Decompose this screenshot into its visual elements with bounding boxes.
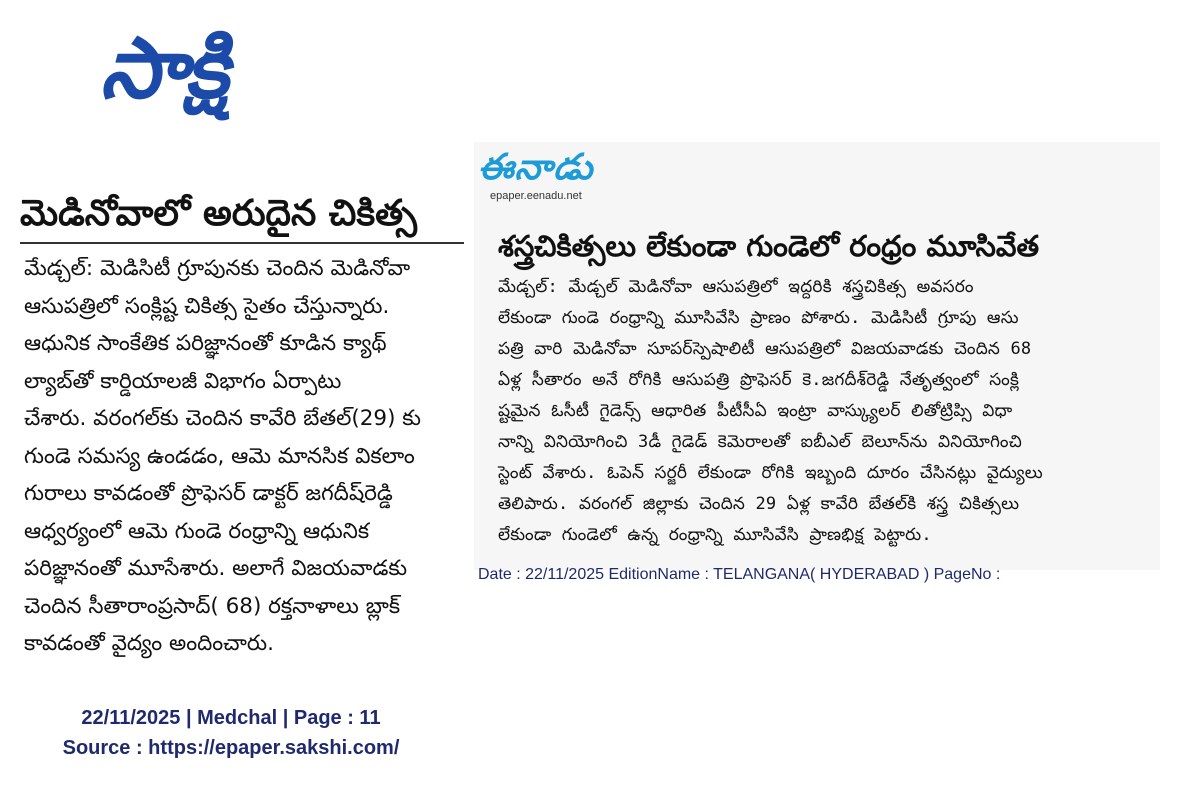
sakshi-headline: మెడినోవాలో అరుదైన చికిత్స: [20, 188, 464, 244]
article-line: లేకుండా గుండెలో ఉన్న రంధ్రాన్ని మూసివేసి ప్రాణభిక్ష పెట్టారు.: [498, 525, 932, 545]
article-line: ఏళ్ల సీతారం అనే రోగికి ఆసుపత్రి ప్రొఫెసర్ కె.జగదీశ్‌రెడ్డి నేతృత్వంలో సంక్లి: [498, 370, 1020, 390]
article-line: తెలిపారు. వరంగల్ జిల్లాకు చెందిన 29 ఏళ్ల కావేరి బేతల్‌కి శస్త్ర చికిత్సలు: [498, 494, 1020, 514]
article-line: మేడ్చల్: మెడిసిటీ గ్రూపునకు చెందిన మెడినోవా: [24, 256, 411, 281]
article-line: పత్రి వారి మెడినోవా సూపర్‌స్పెషాలిటీ ఆసుపత్రిలో విజయవాడకు చెందిన 68: [498, 339, 1032, 359]
eenadu-logo-url: epaper.eenadu.net: [490, 190, 582, 202]
article-line: ఆధునిక సాంకేతిక పరిజ్ఞానంతో కూడిన క్యాథ్: [24, 331, 387, 356]
article-line: మేడ్చల్: మేడ్చల్ మెడినోవా ఆసుపత్రిలో ఇద్దరికి శస్త్రచికిత్స అవసరం: [498, 277, 974, 297]
article-line: ఆసుపత్రిలో సంక్లిష్ట చికిత్స సైతం చేస్తున్నారు.: [24, 293, 390, 319]
article-line: స్టెంట్ వేశారు. ఓపెన్ సర్జరీ లేకుండా రోగికి ఇబ్బంది దూరం చేసినట్లు వైద్యులు: [498, 463, 1043, 483]
article-line: ష్టమైన ఓసీటీ గైడెన్స్ ఆధారిత పీటీసీఏ ఇంట్రా వాస్క్యులర్ లితోట్రిప్సి విధా: [498, 401, 1013, 421]
article-line: చెందిన సీతారాంప్రసాద్( 68) రక్తనాళాలు బ్లాక్: [24, 593, 401, 619]
article-line: నాన్ని వినియోగించి 3డీ గైడెడ్ కెమెరాలతో ఐబీఎల్ బెలూన్‌ను వినియోగించి: [498, 432, 1022, 452]
sakshi-article-body: [14, 250, 464, 663]
sakshi-article: [14, 188, 464, 663]
article-line: గుండె సమస్య ఉండడం, ఆమె మానసిక వికలాం: [24, 443, 415, 469]
eenadu-logo-mark: ఈనాడు: [478, 147, 594, 188]
eenadu-headline: శస్త్రచికిత్సలు లేకుండా గుండెలో రంధ్రం మూసివేత: [498, 229, 1040, 263]
article-line: ఆధ్వర్యంలో ఆమె గుండె రంధ్రాన్ని ఆధునిక: [24, 518, 370, 544]
sakshi-logo: సాక్షి: [100, 19, 227, 117]
article-line: లేకుండా గుండె రంధ్రాన్ని మూసివేసి ప్రాణం పోశారు. మెడిసిటీ గ్రూపు ఆసు: [498, 308, 1019, 328]
article-line: గురాలు కావడంతో ప్రొఫెసర్ డాక్టర్ జగదీష్‌రెడ్డి: [24, 481, 393, 506]
eenadu-dateline: Date : 22/11/2025 EditionName : TELANGANA( HYDERABAD ) PageNo :: [478, 566, 1001, 583]
eenadu-logo: [478, 146, 628, 208]
article-line: కావడంతో వైద్యం అందించారు.: [24, 631, 274, 656]
sakshi-footer-source: Source : https://epaper.sakshi.com/: [62, 737, 400, 759]
article-line: పరిజ్ఞానంతో మూసేశారు. అలాగే విజయవాడకు: [24, 556, 408, 581]
article-line: చేశారు. వరంగల్‌కు చెందిన కావేరి బేతల్(29) కు: [24, 406, 421, 431]
sakshi-footer-date: 22/11/2025 | Medchal | Page : 11: [81, 707, 381, 729]
eenadu-article-body: [498, 272, 1158, 551]
article-line: ల్యాబ్‌తో కార్డియాలజీ విభాగం ఏర్పాటు: [24, 368, 342, 394]
